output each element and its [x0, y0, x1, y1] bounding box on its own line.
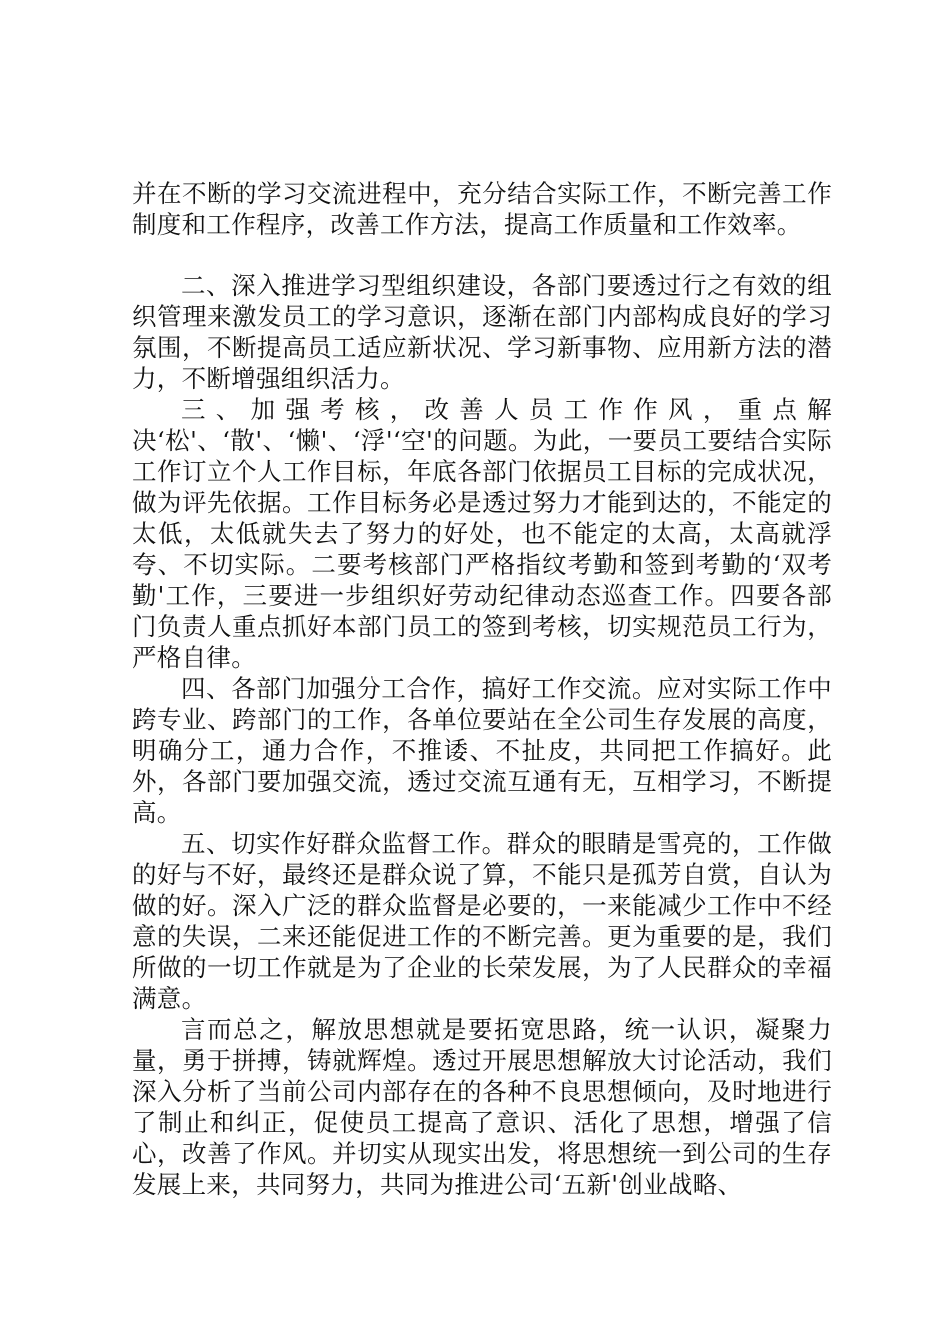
paragraph-summary: 言而总之，解放思想就是要拓宽思路，统一认识，凝聚力量，勇于拼搏，铸就辉煌。透过开展思想解放大讨论活动，我们深入分析了当前公司内部存在的各种不良思想倾向，及时地进行了制止和纠正，促使员工提高了意识、活化了思想，增强了信心，改善了作风。并切实从现实出发，将思想统一到公司的生存发展上来，共同努力，共同为推进公司‘五新'创业战略、	[132, 1015, 832, 1199]
continuation-paragraph: 并在不断的学习交流进程中，充分结合实际工作，不断完善工作制度和工作程序，改善工作方法，提高工作质量和工作效率。	[132, 179, 832, 239]
paragraph-supervision: 五、切实作好群众监督工作。群众的眼睛是雪亮的，工作做的好与不好，最终还是群众说了算，不能只是孤芳自赏，自认为做的好。深入广泛的群众监督是必要的，一来能减少工作中不经意的失误，二来还能促进工作的不断完善。更为重要的是，我们所做的一切工作就是为了企业的长荣发展，为了人民群众的幸福满意。	[132, 829, 832, 1013]
paragraph-learning-organization: 二、深入推进学习型组织建设，各部门要透过行之有效的组织管理来激发员工的学习意识，逐渐在部门内部构成良好的学习氛围，不断提高员工适应新状况、学习新事物、应用新方法的潜力，不断增强组织活力。	[132, 271, 832, 393]
body-text	[132, 270, 832, 1200]
paragraph-cooperation: 四、各部门加强分工合作，搞好工作交流。应对实际工作中跨专业、跨部门的工作，各单位要站在全公司生存发展的高度，明确分工，通力合作，不推诿、不扯皮，共同把工作搞好。此外，各部门要加强交流，透过交流互通有无，互相学习，不断提高。	[132, 674, 832, 827]
continuation-block	[132, 178, 832, 240]
paragraph-assessment: 三、加强考核，改善人员工作作风，重点解决‘松'、‘散'、‘懒'、‘浮'‘空'的问题。为此，一要员工要结合实际工作订立个人工作目标，年底各部门依据员工目标的完成状况，做为评先依据。工作目标务必是透过努力才能到达的，不能定的太低，太低就失去了努力的好处，也不能定的太高，太高就浮夸、不切实际。二要考核部门严格指纹考勤和签到考勤的‘双考勤'工作，三要进一步组织好劳动纪律动态巡查工作。四要各部门负责人重点抓好本部门员工的签到考核，切实规范员工行为，严格自律。	[132, 395, 832, 672]
